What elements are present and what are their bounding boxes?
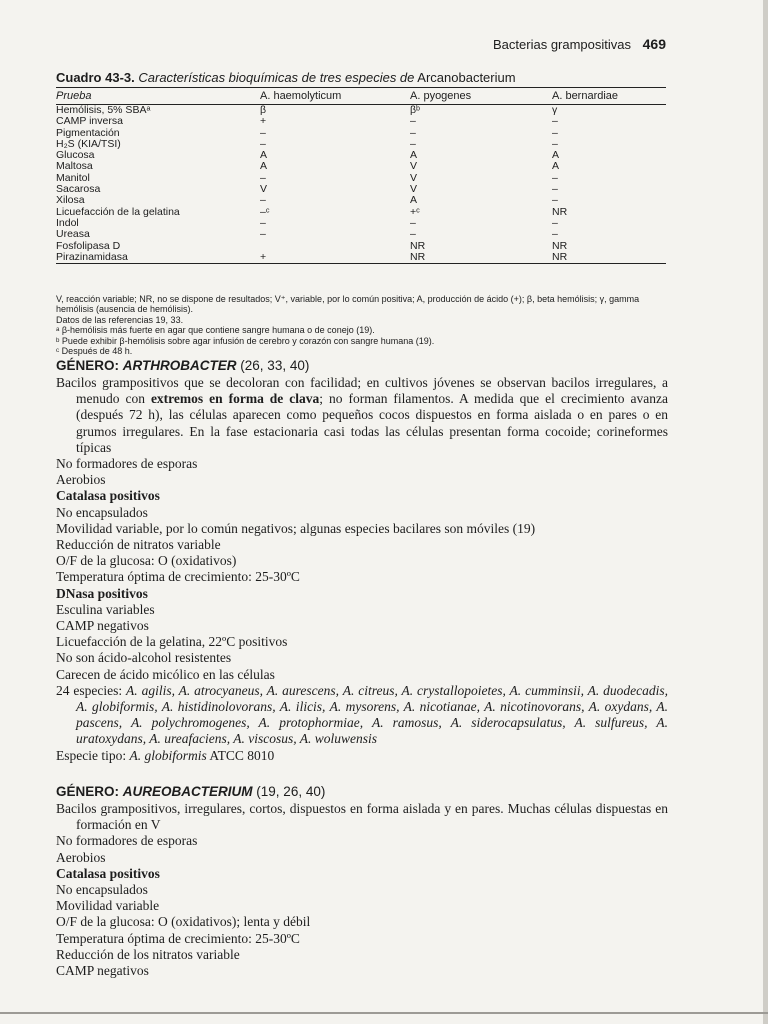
characteristic-line: Catalasa positivos: [56, 488, 160, 504]
characteristic-line: Aerobios: [56, 472, 106, 488]
table-cell: –: [552, 171, 558, 184]
table-cell: A: [260, 149, 268, 162]
genus-label: GÉNERO:: [56, 784, 120, 799]
table-cell: –: [552, 137, 558, 150]
characteristics-list: [56, 456, 668, 683]
table-cell: –: [260, 126, 266, 139]
table-cell: A: [410, 149, 418, 162]
table-cell: γ: [552, 104, 558, 116]
page-bottom-line: [0, 1012, 768, 1014]
type-species-label: Especie tipo:: [56, 747, 127, 763]
footnote: Datos de las referencias 19, 33.: [56, 314, 184, 325]
table-caption-text: Características bioquímicas de tres especies de: [138, 70, 415, 85]
table-cell: Glucosa: [56, 149, 95, 162]
species-list: [56, 683, 668, 748]
characteristic-line: Reducción de los nitratos variable: [56, 946, 240, 962]
characteristic-line: No encapsulados: [56, 882, 148, 898]
table-cell: βᵇ: [410, 104, 421, 116]
table-header-cell: A. bernardiae: [552, 88, 666, 105]
table-cell: –: [260, 216, 266, 229]
running-head: [56, 36, 666, 52]
species-names: A. agilis, A. atrocyaneus, A. aurescens, A. citreus, A. crystallopoietes, A. cumminsii, A. duodecadis, A. globiformis, A. histidinolovorans, A. ilicis, A. mysorens, A. nicotianae, A. nicotinovorans, A. oxydans, A. pascens, A. polychromogenes, A. protophormiae, A. ramosus, A. siderocapsulatus, A. sulfureus, A. uratoxydans, A. ureafaciens, A. viscosus, A. woluwensis: [76, 682, 668, 747]
description-text: ; no forman filamentos. A medida que el crecimiento avanza (después 72 h), las células aparecen como pequeños cocos dispuestos en forma aislada o en pares o en grumos irregulares. En la fase estacionaria casi todas las células presentan forma cocoide; corineformes típicas: [76, 391, 668, 455]
table-header-cell: A. pyogenes: [410, 88, 552, 105]
characteristic-line: Temperatura óptima de crecimiento: 25-30ºC: [56, 569, 300, 585]
table-cell: –: [260, 137, 266, 150]
table-cell: V: [410, 171, 418, 184]
footnote: ᵃ β-hemólisis más fuerte en agar que contiene sangre humana o de conejo (19).: [56, 325, 375, 336]
table-cell: Hemólisis, 5% SBAᵃ: [56, 104, 151, 116]
table-cell: –: [552, 194, 558, 207]
characteristic-line: No formadores de esporas: [56, 456, 198, 472]
table-cell: [260, 241, 410, 252]
table-row: [56, 173, 666, 184]
table-cell: H₂S (KIA/TSI): [56, 137, 121, 150]
table-cell: Pigmentación: [56, 126, 120, 139]
table-cell: A: [552, 149, 560, 162]
table-cell: A: [260, 160, 268, 173]
table-caption-number: Cuadro 43-3.: [56, 70, 135, 85]
genus-name: AUREOBACTERIUM: [122, 784, 253, 799]
table-row: [56, 128, 666, 139]
table-row: [56, 229, 666, 240]
table-cell: β: [260, 104, 267, 116]
footnote: ᶜ Después de 48 h.: [56, 346, 133, 357]
table-cell: A: [552, 160, 560, 173]
table-cell: V: [260, 183, 268, 196]
genus-label: GÉNERO:: [56, 358, 120, 373]
characteristic-line: Catalasa positivos: [56, 865, 160, 881]
characteristic-line: Movilidad variable: [56, 898, 160, 914]
table-caption-genus: Arcanobacterium: [417, 70, 516, 85]
table-cell: +: [260, 115, 267, 128]
characteristic-line: No encapsulados: [56, 504, 148, 520]
table-cell: NR: [552, 239, 568, 252]
characteristic-line: Aerobios: [56, 849, 106, 865]
table-cell: Pirazinamidasa: [56, 252, 260, 264]
genus-description: Bacilos grampositivos, irregulares, cortos, dispuestos en forma aislada y en pares. Muchas células dispuestas en formación en V: [56, 801, 668, 833]
characteristic-line: Carecen de ácido micólico en las células: [56, 666, 275, 682]
table-cell: +ᶜ: [410, 205, 420, 218]
genus-heading: [56, 358, 668, 373]
table-cell: A: [410, 194, 418, 207]
table-row: [56, 105, 666, 117]
table-caption: [56, 70, 666, 85]
biochemical-table: [56, 87, 666, 264]
table-cell: Xilosa: [56, 194, 85, 207]
characteristic-line: DNasa positivos: [56, 585, 148, 601]
table-row: [56, 184, 666, 195]
characteristic-line: Licuefacción de la gelatina, 22ºC positivos: [56, 634, 288, 650]
description-bold-text: extremos en forma de clava: [150, 391, 320, 407]
table-cell: V: [410, 183, 418, 196]
table-row: [56, 161, 666, 172]
genus-description: [56, 375, 668, 456]
table-header-cell: A. haemolyticum: [260, 88, 410, 105]
genus-arthrobacter-section: [56, 358, 668, 764]
page-number: 469: [642, 36, 666, 52]
table-cell: Fosfolipasa D: [56, 239, 121, 252]
type-species: [56, 748, 668, 764]
table-row: [56, 218, 666, 229]
genus-heading: [56, 784, 668, 799]
table-cell: –: [410, 115, 416, 128]
page-edge-shadow: [763, 0, 768, 1024]
characteristic-line: CAMP negativos: [56, 963, 149, 979]
characteristic-line: Temperatura óptima de crecimiento: 25-30ºC: [56, 930, 300, 946]
characteristic-line: No son ácido-alcohol resistentes: [56, 650, 232, 666]
table-cell: –: [410, 216, 416, 229]
table-cell: +: [260, 252, 410, 264]
characteristic-line: CAMP negativos: [56, 618, 149, 634]
type-strain: ATCC 8010: [209, 747, 275, 763]
table-row: [56, 116, 666, 127]
table-cell: –: [552, 115, 558, 128]
table-row: [56, 207, 666, 218]
table-cell: Licuefacción de la gelatina: [56, 205, 180, 218]
table-row: [56, 241, 666, 252]
table-footnotes: [56, 294, 668, 356]
table-cell: –: [410, 137, 416, 150]
table-row: [56, 150, 666, 161]
genus-refs: (19, 26, 40): [256, 784, 326, 799]
characteristic-line: Movilidad variable, por lo común negativos; algunas especies bacilares son móviles (19): [56, 520, 536, 536]
table-cell: Indol: [56, 216, 79, 229]
table-cell: NR: [410, 239, 426, 252]
table-cell: –: [552, 183, 558, 196]
table-cell: Ureasa: [56, 228, 90, 241]
species-count: 24 especies:: [56, 682, 123, 698]
table-cell: –: [552, 126, 558, 139]
type-species-name: A. globiformis: [129, 747, 207, 763]
table-cell: –: [552, 216, 558, 229]
table-cell: –: [410, 228, 416, 241]
genus-refs: (26, 33, 40): [240, 358, 310, 373]
table-cell: –: [260, 194, 266, 207]
table-cell: –: [260, 171, 266, 184]
table-cell: Sacarosa: [56, 183, 101, 196]
characteristic-line: Reducción de nitratos variable: [56, 537, 221, 553]
running-head-title: Bacterias grampositivas: [493, 37, 632, 52]
table-cell: Manitol: [56, 171, 90, 184]
footnote: V, reacción variable; NR, no se dispone de resultados; V⁺, variable, por lo común positiva; A, producción de ácido (+); β, beta hemólisis; γ, gamma hemólisis (ausencia de hemólisis).: [56, 294, 640, 315]
genus-name: ARTHROBACTER: [122, 358, 237, 373]
table-cell: NR: [552, 252, 666, 264]
table-cell: CAMP inversa: [56, 115, 123, 128]
table-cell: NR: [552, 205, 568, 218]
table-row: [56, 252, 666, 264]
characteristic-line: No formadores de esporas: [56, 833, 198, 849]
table-cell: Maltosa: [56, 160, 93, 173]
footnote: ᵇ Puede exhibir β-hemólisis sobre agar infusión de cerebro y corazón con sangre humana (19).: [56, 335, 435, 346]
characteristics-list: [56, 833, 668, 979]
table-cell: NR: [410, 252, 552, 264]
table-cell: –: [552, 228, 558, 241]
table-cell: –: [410, 126, 416, 139]
table-cell: –ᶜ: [260, 205, 270, 218]
table-row: [56, 139, 666, 150]
genus-aureobacterium-section: [56, 784, 668, 979]
table-header-row: [56, 88, 666, 105]
characteristic-line: O/F de la glucosa: O (oxidativos); lenta y débil: [56, 914, 311, 930]
characteristic-line: O/F de la glucosa: O (oxidativos): [56, 553, 237, 569]
table-cell: V: [410, 160, 418, 173]
table-cell: –: [260, 228, 266, 241]
table-row: [56, 195, 666, 206]
table-header-cell: Prueba: [56, 88, 260, 105]
description-text: Bacilos grampositivos que se decoloran con facilidad; en cultivos jóvenes se observan bacilos irregulares, a menudo con: [56, 375, 668, 407]
characteristic-line: Esculina variables: [56, 601, 155, 617]
